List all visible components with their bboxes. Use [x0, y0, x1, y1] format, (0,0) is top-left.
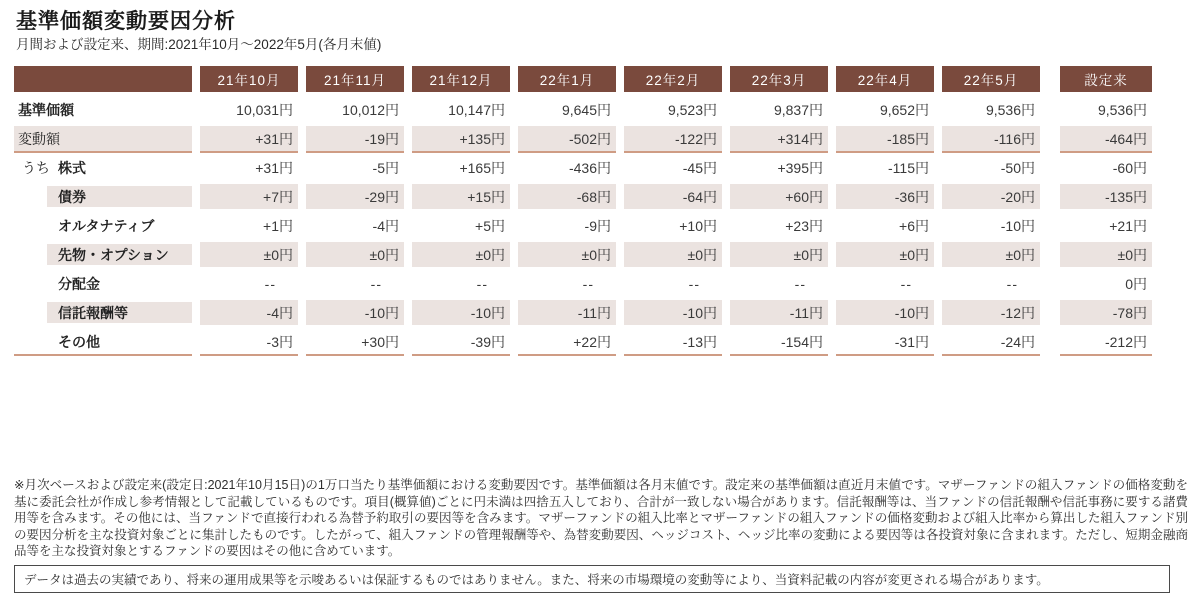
- table-row: [14, 327, 1152, 356]
- column-header: 21年11月: [306, 66, 404, 92]
- value-cell: -12円: [942, 298, 1040, 327]
- value-cell: ±0円: [942, 240, 1040, 269]
- row-label-cell: [14, 211, 192, 240]
- value-cell: -116円: [942, 124, 1040, 153]
- column-spacer: [1048, 269, 1052, 298]
- table-row: [14, 298, 1152, 327]
- table-row: [14, 240, 1152, 269]
- column-header: 22年2月: [624, 66, 722, 92]
- value-cell: -64円: [624, 182, 722, 211]
- value-cell: --: [836, 269, 934, 298]
- column-header: 22年5月: [942, 66, 1040, 92]
- column-spacer: [1048, 95, 1052, 124]
- value-cell: +30円: [306, 327, 404, 356]
- column-header: 21年12月: [412, 66, 510, 92]
- value-cell: -10円: [836, 298, 934, 327]
- column-spacer: [1048, 66, 1052, 92]
- value-cell: -11円: [518, 298, 616, 327]
- row-label-indent: [47, 186, 192, 207]
- value-cell: -464円: [1060, 124, 1152, 153]
- value-cell: -502円: [518, 124, 616, 153]
- row-label-indent: [47, 215, 192, 236]
- value-cell: +23円: [730, 211, 828, 240]
- row-label-indent: [47, 302, 192, 323]
- value-cell: -4円: [200, 298, 298, 327]
- value-cell: +1円: [200, 211, 298, 240]
- row-label-prefix: うち: [22, 159, 50, 176]
- value-cell: -212円: [1060, 327, 1152, 356]
- value-cell: -50円: [942, 153, 1040, 182]
- value-cell: -122円: [624, 124, 722, 153]
- row-label-indent: [47, 331, 192, 352]
- value-cell: -68円: [518, 182, 616, 211]
- value-cell: -3円: [200, 327, 298, 356]
- value-cell: -11円: [730, 298, 828, 327]
- value-cell: +60円: [730, 182, 828, 211]
- value-cell: -115円: [836, 153, 934, 182]
- column-header: 22年3月: [730, 66, 828, 92]
- value-cell: -19円: [306, 124, 404, 153]
- value-cell: +6円: [836, 211, 934, 240]
- row-label: 先物・オプション: [58, 246, 169, 263]
- value-cell: ±0円: [1060, 240, 1152, 269]
- value-cell: +7円: [200, 182, 298, 211]
- value-cell: +31円: [200, 124, 298, 153]
- value-cell: 9,536円: [1060, 95, 1152, 124]
- value-cell: -185円: [836, 124, 934, 153]
- row-label-cell: [14, 153, 192, 182]
- row-label-cell: [14, 298, 192, 327]
- value-cell: 9,536円: [942, 95, 1040, 124]
- value-cell: --: [306, 269, 404, 298]
- row-label-cell: [14, 95, 192, 124]
- value-cell: ±0円: [200, 240, 298, 269]
- column-spacer: [1048, 211, 1052, 240]
- value-cell: --: [412, 269, 510, 298]
- value-cell: ±0円: [518, 240, 616, 269]
- value-cell: -10円: [306, 298, 404, 327]
- value-cell: ±0円: [306, 240, 404, 269]
- value-cell: 9,837円: [730, 95, 828, 124]
- footnote-text: ※月次ベースおよび設定来(設定日:2021年10月15日)の1万口当たり基準価額における変動要因です。基準価額は各月末値です。設定来の基準価額は直近月末値です。マザーファンドの組入ファンドの価格変動を基に委託会社が作成し参考情報として記載しているものです。項目(概算値)ごとに円未満は四捨五入しており、合計が一致しない場合があります。信託報酬等は、当ファンドの信託報酬や信託事務に要する諸費用等を含みます。その他には、当ファンドで直接行われる為替予約取引の要因等を含みます。マザーファンドの組入比率とマザーファンドの組入ファンドの価格変動および組入比率から算出した組入ファンド別の要因分析を主な投資対象ごとに集計したものです。したがって、組入ファンドの管理報酬等や、為替変動要因、ヘッジコスト、ヘッジ比率の変動による要因等は各投資対象に含まれます。ただし、短期金融商品等を主な投資対象とするファンドの要因はその他に含めています。: [14, 478, 1188, 558]
- value-cell: +10円: [624, 211, 722, 240]
- value-cell: +135円: [412, 124, 510, 153]
- value-cell: --: [624, 269, 722, 298]
- value-cell: +22円: [518, 327, 616, 356]
- value-cell: 10,147円: [412, 95, 510, 124]
- row-label: 債券: [58, 188, 86, 205]
- column-spacer: [1048, 124, 1052, 153]
- value-cell: ±0円: [836, 240, 934, 269]
- value-cell: -31円: [836, 327, 934, 356]
- value-cell: -60円: [1060, 153, 1152, 182]
- table-corner-header: [14, 66, 192, 92]
- value-cell: -24円: [942, 327, 1040, 356]
- value-cell: -436円: [518, 153, 616, 182]
- column-header: 22年4月: [836, 66, 934, 92]
- value-cell: ±0円: [730, 240, 828, 269]
- page-subtitle: 月間および設定来、期間:2021年10月～2022年5月(各月末値): [16, 37, 382, 52]
- value-cell: -9円: [518, 211, 616, 240]
- row-label-indent: [47, 157, 192, 178]
- disclaimer-text: データは過去の実績であり、将来の運用成果等を示唆あるいは保証するものではありません。また、将来の市場環境の変動等により、当資料記載の内容が変更される場合があります。: [24, 573, 1049, 587]
- value-cell: -135円: [1060, 182, 1152, 211]
- value-cell: 0円: [1060, 269, 1152, 298]
- row-label-cell: [14, 269, 192, 298]
- column-spacer: [1048, 182, 1052, 211]
- table-row: [14, 211, 1152, 240]
- value-cell: +165円: [412, 153, 510, 182]
- table-row: [14, 269, 1152, 298]
- row-label: 変動額: [18, 130, 60, 147]
- value-cell: -20円: [942, 182, 1040, 211]
- value-cell: 10,031円: [200, 95, 298, 124]
- row-label: 信託報酬等: [58, 304, 128, 321]
- row-label-indent: [47, 273, 192, 294]
- value-cell: 9,645円: [518, 95, 616, 124]
- value-cell: -10円: [624, 298, 722, 327]
- table-row: [14, 95, 1152, 124]
- row-label-cell: [14, 182, 192, 211]
- column-header: 22年1月: [518, 66, 616, 92]
- row-label: 基準価額: [18, 101, 74, 118]
- row-label: その他: [58, 333, 100, 350]
- value-cell: -5円: [306, 153, 404, 182]
- value-cell: -78円: [1060, 298, 1152, 327]
- value-cell: --: [518, 269, 616, 298]
- row-label-indent: [47, 244, 192, 265]
- value-cell: 9,523円: [624, 95, 722, 124]
- value-cell: ±0円: [412, 240, 510, 269]
- value-cell: -4円: [306, 211, 404, 240]
- value-cell: +21円: [1060, 211, 1152, 240]
- row-label-cell: [14, 240, 192, 269]
- value-cell: -45円: [624, 153, 722, 182]
- column-spacer: [1048, 298, 1052, 327]
- value-cell: +31円: [200, 153, 298, 182]
- column-header: 設定来: [1060, 66, 1152, 92]
- column-header: 21年10月: [200, 66, 298, 92]
- value-cell: +15円: [412, 182, 510, 211]
- value-cell: -39円: [412, 327, 510, 356]
- value-cell: -154円: [730, 327, 828, 356]
- value-cell: --: [730, 269, 828, 298]
- value-cell: -10円: [412, 298, 510, 327]
- table-row: [14, 124, 1152, 153]
- column-spacer: [1048, 327, 1052, 356]
- value-cell: 10,012円: [306, 95, 404, 124]
- disclaimer-box: [14, 565, 1170, 593]
- value-cell: 9,652円: [836, 95, 934, 124]
- page-title: 基準価額変動要因分析: [16, 10, 236, 33]
- value-cell: -36円: [836, 182, 934, 211]
- table-row: [14, 182, 1152, 211]
- factor-table: [14, 66, 1152, 356]
- row-label: 分配金: [58, 275, 100, 292]
- value-cell: --: [200, 269, 298, 298]
- value-cell: ±0円: [624, 240, 722, 269]
- value-cell: -10円: [942, 211, 1040, 240]
- table-row: [14, 153, 1152, 182]
- row-label: オルタナティブ: [58, 217, 155, 234]
- value-cell: +314円: [730, 124, 828, 153]
- column-spacer: [1048, 240, 1052, 269]
- row-label-cell: [14, 124, 192, 153]
- value-cell: +395円: [730, 153, 828, 182]
- table-header-row: [14, 66, 1152, 92]
- column-spacer: [1048, 153, 1052, 182]
- value-cell: --: [942, 269, 1040, 298]
- value-cell: -13円: [624, 327, 722, 356]
- row-label-cell: [14, 327, 192, 356]
- value-cell: +5円: [412, 211, 510, 240]
- value-cell: -29円: [306, 182, 404, 211]
- row-label: 株式: [58, 159, 86, 176]
